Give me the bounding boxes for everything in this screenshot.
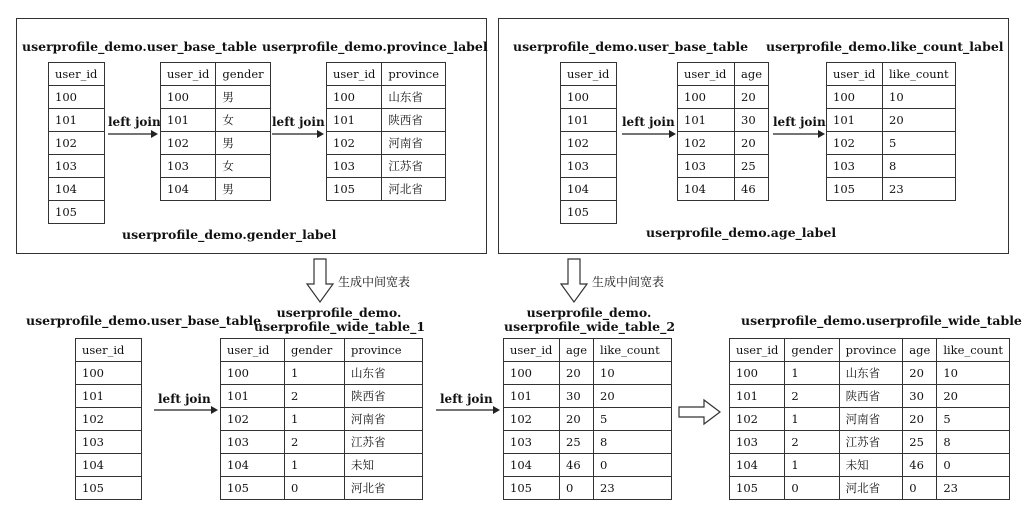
table-row: [49, 109, 105, 132]
table-cell: 8: [883, 155, 956, 178]
title-wide-table-2: [504, 306, 674, 334]
table-cell: 103: [327, 155, 382, 178]
table-cell: 100: [49, 86, 105, 109]
column-header: province: [345, 339, 423, 362]
table-cell: 100: [161, 86, 216, 109]
table-cell: 23: [883, 178, 956, 201]
table-cell: 河北省: [839, 477, 903, 500]
table-cell: 25: [735, 155, 769, 178]
table-header-row: [161, 63, 271, 86]
table-row: [504, 431, 672, 454]
table-row: [161, 109, 271, 132]
table-row: [76, 362, 142, 385]
table-cell: 104: [49, 178, 105, 201]
table-row: [827, 178, 956, 201]
column-header: age: [903, 339, 937, 362]
table-cell: 101: [327, 109, 382, 132]
table-cell: 102: [161, 132, 216, 155]
table-province-label: [326, 62, 446, 201]
table-cell: 46: [735, 178, 769, 201]
table-cell: 100: [221, 362, 285, 385]
table-row: [221, 385, 423, 408]
table-cell: 105: [327, 178, 382, 201]
title-final-wide-table: userprofile_demo.userprofile_wide_table: [741, 313, 1022, 328]
table-cell: 1: [285, 362, 345, 385]
table-header-row: [827, 63, 956, 86]
column-header: gender: [216, 63, 270, 86]
table-row: [161, 178, 271, 201]
column-header: user_id: [678, 63, 735, 86]
table-cell: 102: [678, 132, 735, 155]
table-cell: 2: [285, 385, 345, 408]
join-arrow: [154, 404, 220, 416]
column-header: gender: [285, 339, 345, 362]
table-header-row: [49, 63, 105, 86]
table-cell: 104: [730, 454, 785, 477]
table-cell: 104: [504, 454, 560, 477]
table-row: [561, 201, 617, 224]
table-row: [49, 155, 105, 178]
table-cell: 105: [49, 201, 105, 224]
column-header: like_count: [937, 339, 1010, 362]
title-wide-table-2-line1: userprofile_demo.: [526, 305, 652, 320]
table-cell: 20: [883, 109, 956, 132]
table-row: [827, 132, 956, 155]
table-cell: 105: [561, 201, 617, 224]
table-cell: 20: [903, 408, 937, 431]
table-cell: 100: [561, 86, 617, 109]
table-row: [678, 86, 769, 109]
table-cell: 10: [937, 362, 1010, 385]
table-header-row: [76, 339, 142, 362]
table-cell: 男: [216, 86, 270, 109]
column-header: age: [735, 63, 769, 86]
table-row: [327, 109, 446, 132]
title-wide-table-1-line2: userprofile_wide_table_1: [254, 319, 426, 334]
title-wide-table-1: [254, 306, 424, 334]
title-user-base-table: userprofile_demo.user_base_table: [26, 313, 262, 328]
table-cell: 女: [216, 155, 270, 178]
table-row: [49, 178, 105, 201]
table-cell: 101: [678, 109, 735, 132]
table-cell: 1: [285, 408, 345, 431]
table-cell: 100: [327, 86, 382, 109]
table-cell: 女: [216, 109, 270, 132]
table-cell: 100: [678, 86, 735, 109]
column-header: user_id: [49, 63, 105, 86]
table-cell: 30: [903, 385, 937, 408]
table-cell: 30: [560, 385, 594, 408]
column-header: user_id: [504, 339, 560, 362]
table-cell: 105: [827, 178, 883, 201]
table-cell: 江苏省: [839, 431, 903, 454]
table-row: [827, 86, 956, 109]
table-cell: 5: [937, 408, 1010, 431]
table-header-row: [561, 63, 617, 86]
column-header: user_id: [161, 63, 216, 86]
table-header-row: [730, 339, 1010, 362]
table-user-base: [560, 62, 617, 224]
table-cell: 104: [221, 454, 285, 477]
table-cell: 5: [883, 132, 956, 155]
table-header-row: [327, 63, 446, 86]
table-cell: 男: [216, 132, 270, 155]
table-row: [76, 477, 142, 500]
table-gender-label: [160, 62, 271, 201]
table-cell: 103: [561, 155, 617, 178]
table-cell: 河南省: [345, 408, 423, 431]
table-cell: 陕西省: [839, 385, 903, 408]
table-cell: 104: [678, 178, 735, 201]
table-cell: 102: [561, 132, 617, 155]
table-cell: 101: [827, 109, 883, 132]
table-cell: 101: [49, 109, 105, 132]
table-row: [827, 109, 956, 132]
table-cell: 104: [76, 454, 142, 477]
table-cell: 30: [735, 109, 769, 132]
column-header: like_count: [594, 339, 672, 362]
table-cell: 100: [504, 362, 560, 385]
table-cell: 103: [221, 431, 285, 454]
table-cell: 江苏省: [345, 431, 423, 454]
table-row: [730, 385, 1010, 408]
table-row: [76, 408, 142, 431]
table-row: [678, 155, 769, 178]
table-row: [730, 477, 1010, 500]
column-header: user_id: [221, 339, 285, 362]
table-row: [678, 132, 769, 155]
column-header: user_id: [76, 339, 142, 362]
column-header: user_id: [827, 63, 883, 86]
table-row: [161, 155, 271, 178]
table-cell: 101: [730, 385, 785, 408]
column-header: province: [382, 63, 446, 86]
table-cell: 46: [903, 454, 937, 477]
table-final-wide: [729, 338, 1010, 500]
table-cell: 8: [594, 431, 672, 454]
table-header-row: [504, 339, 672, 362]
join-arrow: [272, 128, 326, 140]
title-province-label: userprofile_demo.province_label: [262, 39, 488, 54]
table-cell: 103: [678, 155, 735, 178]
table-cell: 陕西省: [345, 385, 423, 408]
table-cell: 河北省: [382, 178, 446, 201]
table-row: [504, 385, 672, 408]
table-row: [49, 201, 105, 224]
table-age-label: [677, 62, 769, 201]
column-header: province: [839, 339, 903, 362]
table-cell: 0: [937, 454, 1010, 477]
table-cell: 103: [827, 155, 883, 178]
table-cell: 23: [594, 477, 672, 500]
table-row: [76, 385, 142, 408]
table-row: [221, 408, 423, 431]
left-join-label: left join: [773, 115, 826, 129]
table-cell: 20: [903, 362, 937, 385]
table-cell: 陕西省: [382, 109, 446, 132]
table-cell: 104: [161, 178, 216, 201]
table-wide-2: [503, 338, 672, 500]
table-cell: 未知: [345, 454, 423, 477]
table-cell: 102: [504, 408, 560, 431]
table-row: [76, 431, 142, 454]
left-join-label: left join: [622, 115, 675, 129]
table-cell: 山东省: [839, 362, 903, 385]
table-row: [327, 86, 446, 109]
join-arrow: [622, 128, 678, 140]
table-cell: 山东省: [382, 86, 446, 109]
column-header: user_id: [730, 339, 785, 362]
table-cell: 25: [903, 431, 937, 454]
title-age-label: userprofile_demo.age_label: [646, 225, 837, 240]
table-row: [561, 132, 617, 155]
table-cell: 23: [937, 477, 1010, 500]
table-row: [49, 132, 105, 155]
table-cell: 102: [221, 408, 285, 431]
table-row: [221, 477, 423, 500]
title-wide-table-2-line2: userprofile_wide_table_2: [504, 319, 676, 334]
table-user-base: [48, 62, 105, 224]
table-cell: 102: [327, 132, 382, 155]
table-cell: 20: [735, 86, 769, 109]
table-row: [327, 132, 446, 155]
table-cell: 河北省: [345, 477, 423, 500]
table-cell: 102: [730, 408, 785, 431]
down-arrow-icon: [306, 258, 334, 304]
table-cell: 山东省: [345, 362, 423, 385]
generate-wide-table-label: 生成中间宽表: [338, 275, 411, 289]
table-cell: 1: [285, 454, 345, 477]
column-header: gender: [785, 339, 839, 362]
title-gender-label: userprofile_demo.gender_label: [122, 227, 337, 242]
table-row: [504, 477, 672, 500]
table-cell: 102: [49, 132, 105, 155]
table-row: [504, 454, 672, 477]
table-cell: 100: [730, 362, 785, 385]
table-cell: 105: [76, 477, 142, 500]
title-like-count-label: userprofile_demo.like_count_label: [766, 39, 1004, 54]
table-cell: 江苏省: [382, 155, 446, 178]
title-wide-table-1-line1: userprofile_demo.: [276, 305, 402, 320]
table-row: [161, 132, 271, 155]
table-cell: 101: [561, 109, 617, 132]
generate-wide-table-label: 生成中间宽表: [592, 275, 665, 289]
table-cell: 20: [560, 362, 594, 385]
result-arrow-icon: [678, 398, 722, 426]
table-cell: 20: [594, 385, 672, 408]
join-arrow: [773, 128, 827, 140]
table-cell: 0: [785, 477, 839, 500]
table-cell: 100: [76, 362, 142, 385]
table-cell: 100: [827, 86, 883, 109]
table-cell: 25: [560, 431, 594, 454]
table-row: [327, 178, 446, 201]
table-cell: 1: [785, 362, 839, 385]
table-wide-1: [220, 338, 423, 500]
title-user-base-table: userprofile_demo.user_base_table: [513, 39, 749, 54]
table-cell: 10: [883, 86, 956, 109]
table-cell: 20: [560, 408, 594, 431]
table-cell: 101: [504, 385, 560, 408]
table-row: [49, 86, 105, 109]
table-row: [678, 178, 769, 201]
table-cell: 102: [827, 132, 883, 155]
table-header-row: [678, 63, 769, 86]
table-row: [221, 431, 423, 454]
table-row: [678, 109, 769, 132]
table-cell: 0: [594, 454, 672, 477]
left-join-label: left join: [158, 392, 211, 406]
table-cell: 103: [504, 431, 560, 454]
table-cell: 103: [161, 155, 216, 178]
table-cell: 0: [560, 477, 594, 500]
table-cell: 103: [76, 431, 142, 454]
table-row: [730, 408, 1010, 431]
table-cell: 河南省: [839, 408, 903, 431]
table-cell: 101: [221, 385, 285, 408]
table-cell: 1: [785, 454, 839, 477]
table-row: [221, 362, 423, 385]
table-cell: 8: [937, 431, 1010, 454]
table-row: [161, 86, 271, 109]
table-row: [504, 408, 672, 431]
join-arrow: [436, 404, 502, 416]
table-header-row: [221, 339, 423, 362]
table-cell: 未知: [839, 454, 903, 477]
table-cell: 10: [594, 362, 672, 385]
table-row: [561, 178, 617, 201]
table-cell: 46: [560, 454, 594, 477]
table-row: [730, 362, 1010, 385]
table-row: [221, 454, 423, 477]
table-user-base: [75, 338, 142, 500]
column-header: user_id: [561, 63, 617, 86]
table-like-count-label: [826, 62, 956, 201]
left-join-label: left join: [440, 392, 493, 406]
table-cell: 男: [216, 178, 270, 201]
table-cell: 101: [76, 385, 142, 408]
left-join-label: left join: [272, 115, 325, 129]
table-row: [504, 362, 672, 385]
table-cell: 20: [735, 132, 769, 155]
table-row: [561, 109, 617, 132]
table-cell: 105: [221, 477, 285, 500]
table-cell: 河南省: [382, 132, 446, 155]
table-cell: 0: [285, 477, 345, 500]
table-row: [730, 454, 1010, 477]
column-header: user_id: [327, 63, 382, 86]
table-cell: 2: [285, 431, 345, 454]
table-cell: 2: [785, 431, 839, 454]
table-cell: 105: [730, 477, 785, 500]
table-cell: 20: [937, 385, 1010, 408]
table-cell: 105: [504, 477, 560, 500]
table-row: [730, 431, 1010, 454]
table-row: [327, 155, 446, 178]
down-arrow-icon: [560, 258, 588, 304]
column-header: like_count: [883, 63, 956, 86]
table-cell: 101: [161, 109, 216, 132]
table-cell: 103: [49, 155, 105, 178]
table-cell: 5: [594, 408, 672, 431]
left-join-label: left join: [108, 115, 161, 129]
join-arrow: [108, 128, 160, 140]
column-header: age: [560, 339, 594, 362]
table-row: [561, 155, 617, 178]
table-cell: 104: [561, 178, 617, 201]
table-cell: 2: [785, 385, 839, 408]
table-row: [827, 155, 956, 178]
table-row: [561, 86, 617, 109]
table-cell: 1: [785, 408, 839, 431]
table-cell: 0: [903, 477, 937, 500]
title-user-base-table: userprofile_demo.user_base_table: [22, 39, 258, 54]
table-cell: 103: [730, 431, 785, 454]
table-cell: 102: [76, 408, 142, 431]
table-row: [76, 454, 142, 477]
